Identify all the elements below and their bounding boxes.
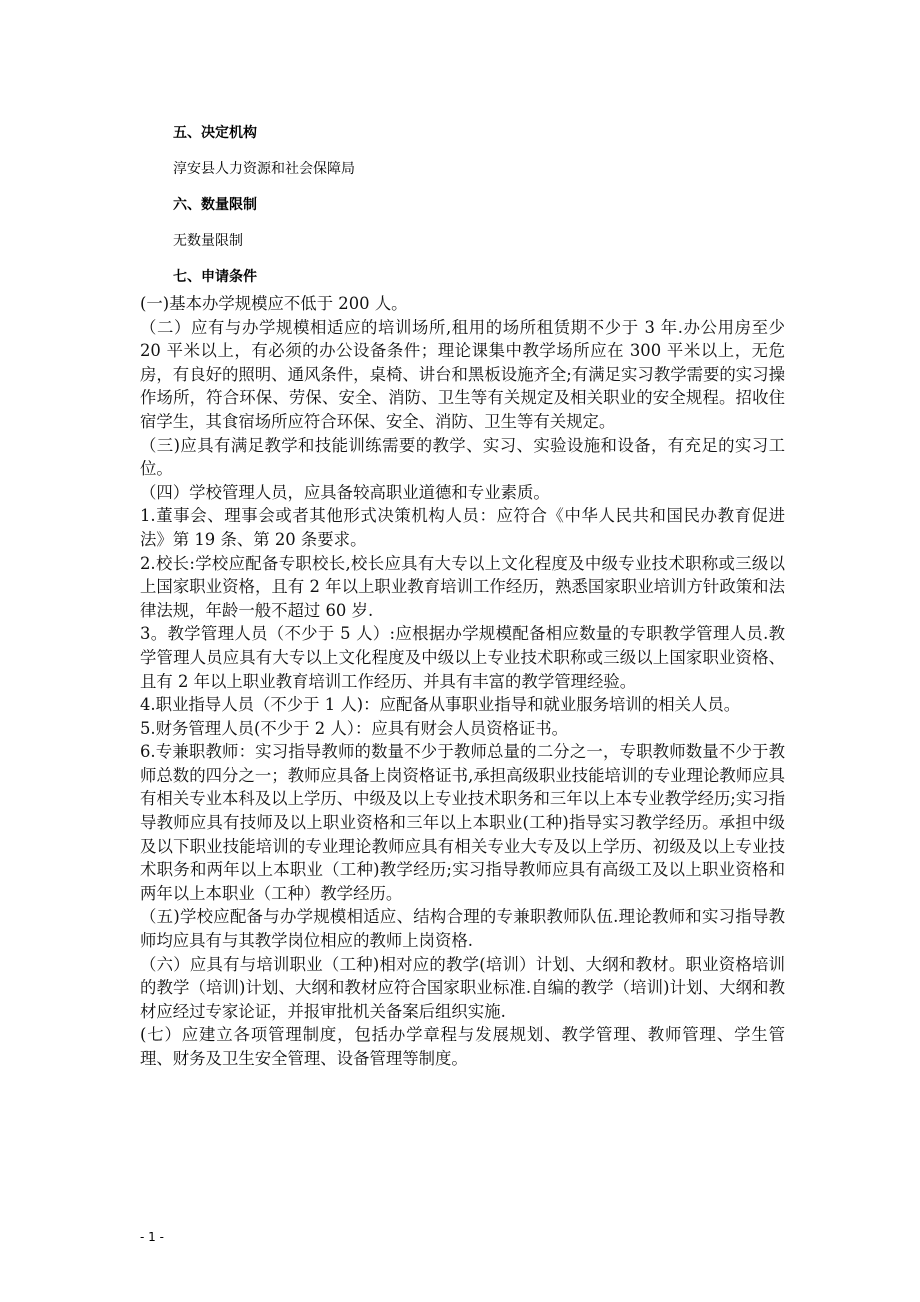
section-heading-quantity-limit: 六、数量限制 bbox=[173, 197, 257, 213]
section-heading-application-conditions: 七、申请条件 bbox=[173, 269, 257, 285]
application-conditions-body bbox=[140, 292, 785, 1071]
paragraph: 5.财务管理人员(不少于 2 人）：应具有财会人员资格证书。 bbox=[140, 718, 569, 738]
paragraph: （六）应具有与培训职业（工种)相对应的教学(培训）计划、大纲和教材。职业资格培训的教学（培训)计划、大纲和教材应符合国家职业标准.自编的教学（培训)计划、大纲和教材应经过专家论证，并报审批机关备案后组织实施. bbox=[140, 954, 785, 1021]
quantity-limit-text: 无数量限制 bbox=[173, 233, 243, 249]
page-number: - 1 - bbox=[140, 1230, 164, 1244]
paragraph: 2.校长:学校应配备专职校长,校长应具有大专以上文化程度及中级专业技术职称或三级以上国家职业资格，且有 2 年以上职业教育培训工作经历，熟悉国家职业培训方针政策和法律法规，年龄一般不超过 60 岁. bbox=[140, 553, 785, 620]
section-heading-decision-authority: 五、决定机构 bbox=[173, 125, 257, 141]
paragraph: （三)应具有满足教学和技能训练需要的教学、实习、实验设施和设备，有充足的实习工位。 bbox=[140, 435, 785, 479]
paragraph: 3。教学管理人员（不少于 5 人）:应根据办学规模配备相应数量的专职教学管理人员.教学管理人员应具有大专以上文化程度及中级以上专业技术职称或三级以上国家职业资格、且有 2 年以上职业教育培训工作经历、并具有丰富的教学管理经验。 bbox=[140, 624, 785, 691]
paragraph: (一)基本办学规模应不低于 200 人。 bbox=[140, 294, 408, 313]
paragraph: （二）应有与办学规模相适应的培训场所,租用的场所租赁期不少于 3 年.办公用房至少 20 平米以上，有必须的办公设备条件；理论课集中教学场所应在 300 平米以上，无危房，有良好的照明、通风条件，桌椅、讲台和黑板设施齐全;有满足实习教学需要的实习操作场所，符合环保、劳保、安全、消防、卫生等有关规定及相关职业的安全规程。招收住宿学生，其食宿场所应符合环保、安全、消防、卫生等有关规定。 bbox=[140, 317, 785, 431]
paragraph: (七）应建立各项管理制度，包括办学章程与发展规划、教学管理、教师管理、学生管理、财务及卫生安全管理、设备管理等制度。 bbox=[140, 1025, 785, 1068]
paragraph: 6.专兼职教师：实习指导教师的数量不少于教师总量的二分之一，专职教师数量不少于教师总数的四分之一；教师应具备上岗资格证书,承担高级职业技能培训的专业理论教师应具有相关专业本科及以上学历、中级及以上专业技术职务和三年以上本专业教学经历;实习指导教师应具有技师及以上职业资格和三年以上本职业(工种)指导实习教学经历。承担中级及以下职业技能培训的专业理论教师应具有相关专业大专及以上学历、初级及以上专业技术职务和两年以上本职业（工种)教学经历;实习指导教师应具有高级工及以上职业资格和两年以上本职业（工种）教学经历。 bbox=[140, 742, 785, 903]
paragraph: （四）学校管理人员，应具备较高职业道德和专业素质。 bbox=[140, 482, 550, 502]
paragraph: 4.职业指导人员（不少于 1 人)：应配备从事职业指导和就业服务培训的相关人员。 bbox=[140, 695, 741, 715]
paragraph: （五)学校应配备与办学规模相适应、结构合理的专兼职教师队伍.理论教师和实习指导教师均应具有与其教学岗位相应的教师上岗资格. bbox=[140, 907, 785, 951]
decision-authority-text: 淳安县人力资源和社会保障局 bbox=[173, 161, 355, 177]
paragraph: 1.董事会、理事会或者其他形式决策机构人员：应符合《中华人民共和国民办教育促进法》第 19 条、第 20 条要求。 bbox=[140, 506, 785, 549]
